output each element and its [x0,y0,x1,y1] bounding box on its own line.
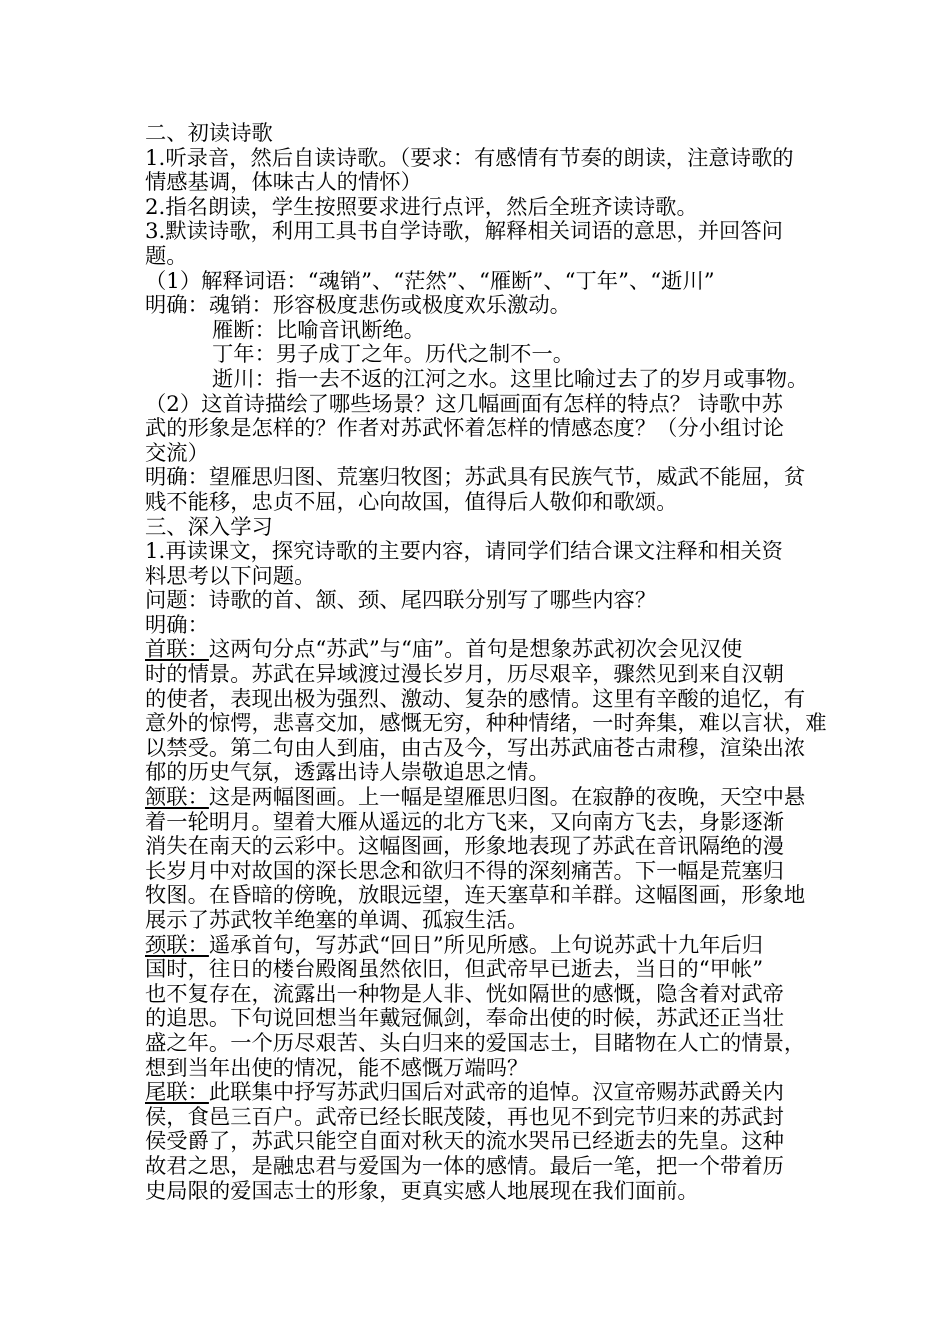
paragraph-line: 明确：魂销：形容极度悲伤或极度欢乐激动。 [145,293,571,319]
paragraph-line: 明确： [145,612,209,638]
paragraph-line [145,934,817,959]
paragraph-line: 1.听录音，然后自读诗歌。（要求：有感情有节奏的朗读，注意诗歌的 [145,145,794,171]
paragraph-line: 国时，往日的楼台殿阁虽然依旧，但武帝早已逝去，当日的“甲帐” [145,957,764,983]
section-heading-2: 二、初读诗歌 [145,121,273,146]
paragraph-line: 侯受爵了，苏武只能空自面对秋天的流水哭吊已经逝去的先皇。这种 [145,1129,784,1155]
paragraph-line: 问题：诗歌的首、颔、颈、尾四联分别写了哪些内容？ [145,588,657,614]
paragraph-line: （1）解释词语：“魂销”、“茫然”、“雁断”、“丁年”、“逝川” [145,268,715,294]
paragraph-line: 的使者，表现出极为强烈、激动、复杂的感情。这里有辛酸的追忆，有 [145,686,806,712]
label-hanlian: 颔联： [145,785,209,811]
paragraph-line [145,1081,817,1106]
paragraph-line: 武的形象是怎样的？作者对苏武怀着怎样的情感态度？（分小组讨论 [145,416,784,442]
paragraph-line: 史局限的爱国志士的形象，更真实感人地展现在我们面前。 [145,1178,699,1204]
paragraph-line: 消失在南天的云彩中。这幅图画，形象地表现了苏武在音讯隔绝的漫 [145,834,784,860]
paragraph-line: 也不复存在，流露出一种物是人非、恍如隔世的感慨，隐含着对武帝 [145,981,784,1007]
paragraph-line: 长岁月中对故国的深长思念和欲归不得的深刻痛苦。下一幅是荒塞归 [145,858,784,884]
paragraph-line: 1.再读课文，探究诗歌的主要内容，请同学们结合课文注释和相关资 [145,539,783,565]
paragraph-line: 以禁受。第二句由人到庙，由古及今，写出苏武庙苍古肃穆，渲染出浓 [145,735,806,761]
paragraph-line: 牧图。在昏暗的傍晚，放眼远望，连天塞草和羊群。这幅图画，形象地 [145,883,806,909]
paragraph-line: 2.指名朗读，学生按照要求进行点评，然后全班齐读诗歌。 [145,194,698,220]
paragraph-line: 贱不能移，忠贞不屈，心向故国，值得后人敬仰和歌颂。 [145,489,678,515]
paragraph-line: 明确：望雁思归图、荒塞归牧图；苏武具有民族气节，威武不能屈，贫 [145,465,806,491]
paragraph-line: 时的情景。苏武在异域渡过漫长岁月，历尽艰辛，骤然见到来自汉朝 [145,662,784,688]
paragraph-line: 展示了苏武牧羊绝塞的单调、孤寂生活。 [145,908,529,933]
paragraph-line: 交流） [145,440,209,466]
paragraph-line [145,638,817,663]
label-shoulian: 首联： [145,637,209,663]
paragraph-line [145,786,817,811]
document-page [145,121,827,1204]
definition-line: 丁年：男子成丁之年。历代之制不一。 [212,342,575,368]
line-text: 这两句分点“苏武”与“庙”。首句是想象苏武初次会见汉使 [208,637,743,663]
paragraph-line: 侯，食邑三百户。武帝已经长眠茂陵，再也见不到完节归来的苏武封 [145,1104,784,1130]
paragraph-line: （2）这首诗描绘了哪些场景？这几幅画面有怎样的特点？ 诗歌中苏 [145,391,783,417]
label-jinglian: 颈联： [145,932,209,958]
line-text: 这是两幅图画。上一幅是望雁思归图。在寂静的夜晚，天空中悬 [208,785,806,811]
line-text: 遥承首句，写苏武“回日”所见所感。上句说苏武十九年后归 [208,932,764,958]
paragraph-line: 想到当年出使的情况，能不感慨万端吗？ [145,1055,529,1081]
paragraph-line: 的追思。下句说回想当年戴冠佩剑，奉命出使的时候，苏武还正当壮 [145,1006,784,1032]
definition-line: 逝川：指一去不返的江河之水。这里比喻过去了的岁月或事物。 [212,366,809,392]
label-weilian: 尾联： [145,1080,209,1106]
section-heading-3: 三、深入学习 [145,514,273,540]
paragraph-line: 故君之思，是融忠君与爱国为一体的感情。最后一笔，把一个带着历 [145,1153,784,1179]
paragraph-line: 题。 [145,243,188,269]
definition-line: 雁断：比喻音讯断绝。 [212,317,425,343]
paragraph-line: 意外的惊愕，悲喜交加，感慨无穷，种种情绪，一时奔集，难以言状，难 [145,711,827,737]
paragraph-line: 郁的历史气氛，透露出诗人崇敬追思之情。 [145,760,550,786]
paragraph-line: 着一轮明月。望着大雁从遥远的北方飞来，又向南方飞去，身影逐渐 [145,809,784,835]
paragraph-line: 盛之年。一个历尽艰苦、头白归来的爱国志士，目睹物在人亡的情景， [145,1030,806,1056]
paragraph-line: 3.默读诗歌，利用工具书自学诗歌，解释相关词语的意思，并回答问 [145,219,783,245]
line-text: 此联集中抒写苏武归国后对武帝的追悼。汉宣帝赐苏武爵关内 [208,1080,784,1106]
paragraph-line: 情感基调，体味古人的情怀） [145,170,422,196]
paragraph-line: 料思考以下问题。 [145,563,316,589]
